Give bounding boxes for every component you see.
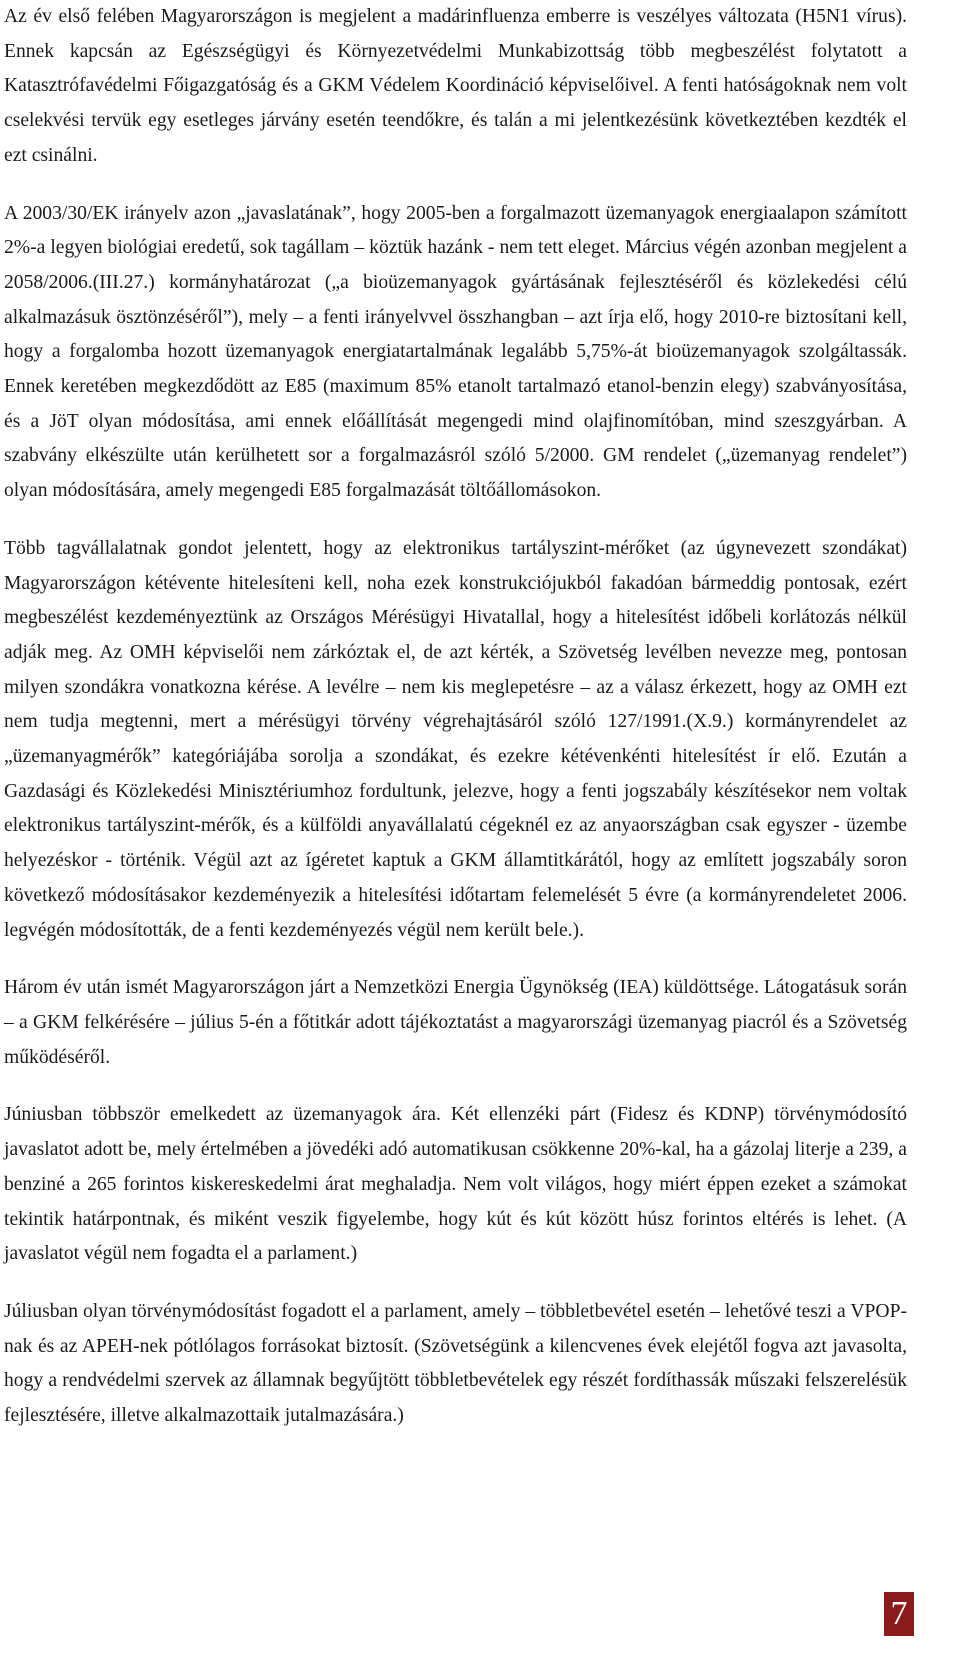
paragraph-law-amendment: Júliusban olyan törvénymódosítást fogadott el a parlament, amely – többletbevétel esetén – lehetővé teszi a VPOP-nak és az APEH-nek pótlólagos forrásokat biztosít. (Szövetségünk a kilencvenes évek elejétől fogva azt javasolta, hogy a rendvédelmi szervek az államnak begyűjtött többletbevételek egy részét fordíthassák műszaki felszerelésük fejlesztésére, illetve alkalmazottaik jutalmazására.) [4, 1300, 907, 1427]
paragraph-iea-visit: Három év után ismét Magyarországon járt a Nemzetközi Energia Ügynökség (IEA) küldöttsége. Látogatásuk során – a GKM felkérésére – július 5-én a főtitkár adott tájékoztatást a magyarországi üzemanyag piacról és a Szövetség működéséről. [4, 977, 907, 1068]
paragraph-avian-flu: Az év első felében Magyarországon is megjelent a madárinfluenza emberre is veszélyes változata (H5N1 vírus). Ennek kapcsán az Egészségügyi és Környezetvédelmi Munkabizottság több megbeszélést folytatott a Katasztrófavédelmi Főigazgatóság és a GKM Védelem Koordináció képviselőivel. A fenti hatóságoknak nem volt cselekvési tervük egy esetleges járvány esetén teendőkre, és talán a mi jelentkezésünk következtében kezdték el ezt csinálni. [4, 6, 907, 166]
paragraph-fuel-prices: Júniusban többször emelkedett az üzemanyagok ára. Két ellenzéki párt (Fidesz és KDNP) törvénymódosító javaslatot adott be, mely értelmében a jövedéki adó automatikusan csökkenne 20%-kal, ha a gázolaj literje a 239, a benziné a 265 forintos kiskereskedelmi árat meghaladja. Nem volt világos, hogy miért éppen ezeket a számokat tekintik határpontnak, és miként veszik figyelembe, hogy kút és kút között húsz forintos eltérés is lehet. (A javaslatot végül nem fogadta el a parlament.) [4, 1104, 907, 1265]
paragraph-biofuel-directive: A 2003/30/EK irányelv azon „javaslatának”, hogy 2005-ben a forgalmazott üzemanyagok energiaalapon számított 2%-a legyen biológiai eredetű, sok tagállam – köztük hazánk - nem tett eleget. Március végén azonban megjelent a 2058/2006.(III.27.) kormányhatározat („a bioüzemanyagok gyártásának fejlesztéséről és közlekedési célú alkalmazásuk ösztönzéséről”), mely – a fenti irányelvvel összhangban – azt írja elő, hogy 2010-re biztosítani kell, hogy a forgalomba hozott üzemanyagok energiatartalmának legalább 5,75%-át bioüzemanyagok szolgáltassák. Ennek keretében megkezdődött az E85 (maximum 85% etanolt tartalmazó etanol-benzin elegy) szabványosítása, és a JöT olyan módosítása, ami ennek előállítását megengedi mind olajfinomítóban, mind szeszgyárban. A szabvány elkészülte után kerülhetett sor a forgalmazásról szóló 5/2000. GM rendelet („üzemanyag rendelet”) olyan módosítására, amely megengedi E85 forgalmazását töltőállomásokon. [4, 202, 907, 502]
page-number-badge: 7 [884, 1592, 914, 1636]
document-body [4, 0, 907, 1457]
paragraph-tank-gauge-calibration: Több tagvállalatnak gondot jelentett, hogy az elektronikus tartályszint-mérőket (az úgynevezett szondákat) Magyarországon kétévente hitelesíteni kell, noha ezek konstrukciójukból fakadóan bármeddig pontosak, ezért megbeszélést kezdeményeztünk az Országos Mérésügyi Hivatallal, hogy a hitelesítést időbeli korlátozás nélkül adják meg. Az OMH képviselői nem zárkóztak el, de azt kérték, a Szövetség levélben nevezze meg, pontosan milyen szondákra vonatkozna kérése. A levélre – nem kis meglepetésre – az a válasz érkezett, hogy az OMH ezt nem tudja megtenni, mert a mérésügyi törvény végrehajtásáról szóló 127/1991.(X.9.) kormányrendelet az „üzemanyagmérők” kategóriájába sorolja a szondákat, és ezekre kétévenkénti hitelesítést ír elő. Ezután a Gazdasági és Közlekedési Minisztériumhoz fordultunk, jelezve, hogy a fenti jogszabály készítésekor nem voltak elektronikus tartályszint-mérők, és a külföldi anyavállalatú cégeknél ez az anyaországban csak egyszer - üzembe helyezéskor - történik. Végül azt az ígéretet kaptuk a GKM államtitkárától, hogy az említett jogszabály soron következő módosításakor kezdeményezik a hitelesítési időtartam felemelését 5 évre (a kormányrendeletet 2006. legvégén módosították, de a fenti kezdeményezés végül nem került bele.). [4, 537, 907, 941]
